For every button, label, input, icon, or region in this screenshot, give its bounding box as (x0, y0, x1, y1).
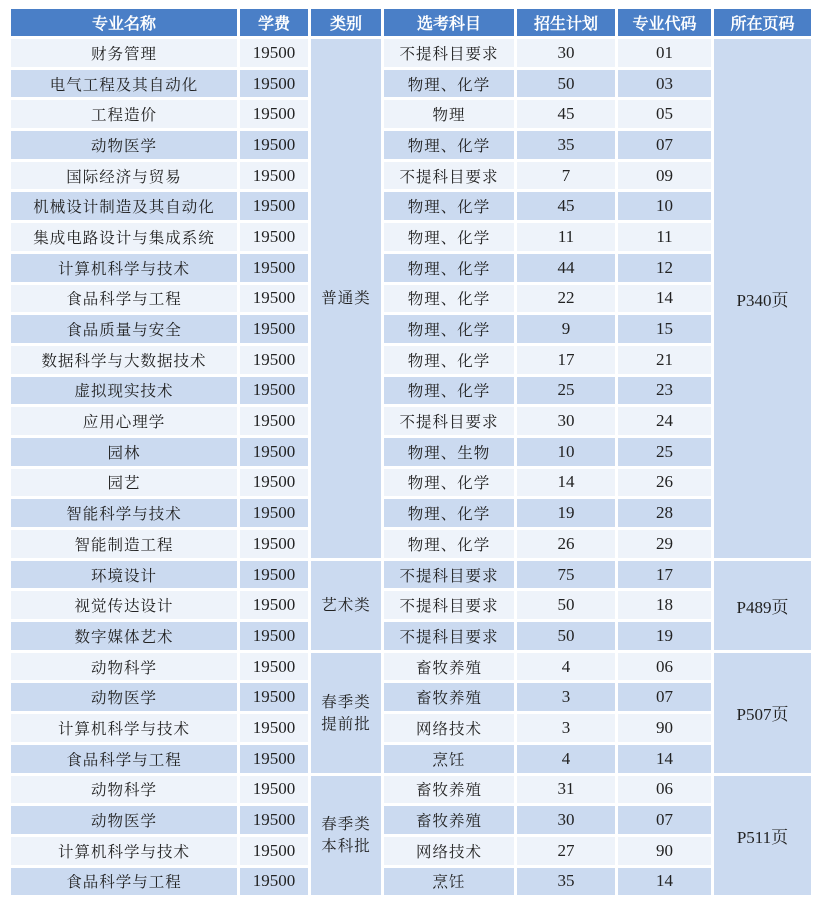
major-name-cell: 动物医学 (11, 683, 237, 711)
subjects-cell: 畜牧养殖 (384, 653, 514, 681)
table-row (11, 192, 811, 220)
header-subjects: 选考科目 (384, 9, 514, 36)
header-code: 专业代码 (618, 9, 711, 36)
tuition-cell: 19500 (240, 162, 308, 190)
table-row (11, 438, 811, 466)
code-cell: 11 (618, 223, 711, 251)
plan-cell: 25 (517, 377, 615, 405)
subjects-cell: 物理、化学 (384, 469, 514, 497)
category-cell (311, 39, 381, 558)
category-label: 春季类 (321, 692, 371, 711)
table-row (11, 39, 811, 67)
table-row (11, 806, 811, 834)
tuition-cell: 19500 (240, 868, 308, 896)
subjects-cell: 不提科目要求 (384, 162, 514, 190)
code-cell: 03 (618, 70, 711, 98)
table-row (11, 377, 811, 405)
tuition-cell: 19500 (240, 622, 308, 650)
subjects-cell: 物理、化学 (384, 315, 514, 343)
code-cell: 09 (618, 162, 711, 190)
plan-cell: 30 (517, 407, 615, 435)
plan-cell: 4 (517, 745, 615, 773)
plan-cell: 50 (517, 591, 615, 619)
table-row (11, 653, 811, 681)
plan-cell: 45 (517, 100, 615, 128)
code-cell: 05 (618, 100, 711, 128)
plan-cell: 19 (517, 499, 615, 527)
plan-cell: 44 (517, 254, 615, 282)
tuition-cell: 19500 (240, 131, 308, 159)
category-label: 提前批 (321, 714, 371, 733)
plan-cell: 17 (517, 346, 615, 374)
header-major-name: 专业名称 (11, 9, 237, 36)
plan-cell: 14 (517, 469, 615, 497)
subjects-cell: 不提科目要求 (384, 407, 514, 435)
table-row (11, 776, 811, 804)
tuition-cell: 19500 (240, 100, 308, 128)
table-row (11, 622, 811, 650)
major-name-cell: 园艺 (11, 469, 237, 497)
major-name-cell: 园林 (11, 438, 237, 466)
subjects-cell: 网络技术 (384, 837, 514, 865)
table-body (11, 39, 811, 895)
table-row (11, 714, 811, 742)
subjects-cell: 物理、化学 (384, 346, 514, 374)
header-tuition: 学费 (240, 9, 308, 36)
major-name-cell: 集成电路设计与集成系统 (11, 223, 237, 251)
subjects-cell: 物理、化学 (384, 192, 514, 220)
header-category: 类别 (311, 9, 381, 36)
tuition-cell: 19500 (240, 70, 308, 98)
code-cell: 10 (618, 192, 711, 220)
subjects-cell: 物理 (384, 100, 514, 128)
tuition-cell: 19500 (240, 499, 308, 527)
major-name-cell: 工程造价 (11, 100, 237, 128)
table-row (11, 254, 811, 282)
subjects-cell: 物理、化学 (384, 530, 514, 558)
major-name-cell: 食品质量与安全 (11, 315, 237, 343)
plan-cell: 11 (517, 223, 615, 251)
table-row (11, 70, 811, 98)
table-row (11, 745, 811, 773)
major-name-cell: 智能制造工程 (11, 530, 237, 558)
subjects-cell: 物理、化学 (384, 223, 514, 251)
plan-cell: 31 (517, 776, 615, 804)
table-row (11, 499, 811, 527)
tuition-cell: 19500 (240, 837, 308, 865)
code-cell: 07 (618, 131, 711, 159)
code-cell: 29 (618, 530, 711, 558)
code-cell: 15 (618, 315, 711, 343)
code-cell: 90 (618, 837, 711, 865)
subjects-cell: 畜牧养殖 (384, 806, 514, 834)
subjects-cell: 物理、化学 (384, 285, 514, 313)
subjects-cell: 畜牧养殖 (384, 683, 514, 711)
code-cell: 12 (618, 254, 711, 282)
code-cell: 90 (618, 714, 711, 742)
category-label: 春季类 (321, 815, 371, 834)
page-number-cell: P507页 (714, 653, 811, 773)
major-name-cell: 电气工程及其自动化 (11, 70, 237, 98)
category-label: 普通类 (321, 289, 371, 308)
table-row (11, 162, 811, 190)
table-row (11, 315, 811, 343)
tuition-cell: 19500 (240, 745, 308, 773)
header-plan: 招生计划 (517, 9, 615, 36)
subjects-cell: 烹饪 (384, 745, 514, 773)
tuition-cell: 19500 (240, 438, 308, 466)
major-name-cell: 财务管理 (11, 39, 237, 67)
tuition-cell: 19500 (240, 407, 308, 435)
code-cell: 07 (618, 683, 711, 711)
tuition-cell: 19500 (240, 192, 308, 220)
plan-cell: 22 (517, 285, 615, 313)
plan-cell: 3 (517, 714, 615, 742)
table-row (11, 561, 811, 589)
page-number-cell: P340页 (714, 39, 811, 558)
tuition-cell: 19500 (240, 346, 308, 374)
tuition-cell: 19500 (240, 776, 308, 804)
code-cell: 07 (618, 806, 711, 834)
code-cell: 06 (618, 776, 711, 804)
table-row (11, 223, 811, 251)
subjects-cell: 物理、化学 (384, 70, 514, 98)
code-cell: 25 (618, 438, 711, 466)
page-number-cell: P511页 (714, 776, 811, 896)
code-cell: 14 (618, 745, 711, 773)
table-row (11, 683, 811, 711)
table-row (11, 407, 811, 435)
plan-cell: 50 (517, 70, 615, 98)
tuition-cell: 19500 (240, 591, 308, 619)
major-name-cell: 食品科学与工程 (11, 868, 237, 896)
subjects-cell: 物理、化学 (384, 254, 514, 282)
tuition-cell: 19500 (240, 223, 308, 251)
plan-cell: 27 (517, 837, 615, 865)
plan-cell: 50 (517, 622, 615, 650)
subjects-cell: 物理、生物 (384, 438, 514, 466)
plan-cell: 4 (517, 653, 615, 681)
table-row (11, 346, 811, 374)
subjects-cell: 不提科目要求 (384, 591, 514, 619)
tuition-cell: 19500 (240, 285, 308, 313)
tuition-cell: 19500 (240, 254, 308, 282)
major-name-cell: 计算机科学与技术 (11, 714, 237, 742)
table-row (11, 837, 811, 865)
major-name-cell: 视觉传达设计 (11, 591, 237, 619)
plan-cell: 3 (517, 683, 615, 711)
tuition-cell: 19500 (240, 377, 308, 405)
code-cell: 28 (618, 499, 711, 527)
plan-cell: 10 (517, 438, 615, 466)
category-cell (311, 776, 381, 896)
category-cell (311, 561, 381, 650)
code-cell: 26 (618, 469, 711, 497)
plan-cell: 45 (517, 192, 615, 220)
code-cell: 18 (618, 591, 711, 619)
category-cell (311, 653, 381, 773)
plan-cell: 30 (517, 806, 615, 834)
major-name-cell: 动物医学 (11, 806, 237, 834)
tuition-cell: 19500 (240, 653, 308, 681)
category-label: 本科批 (321, 837, 371, 856)
code-cell: 14 (618, 868, 711, 896)
subjects-cell: 物理、化学 (384, 499, 514, 527)
major-name-cell: 数字媒体艺术 (11, 622, 237, 650)
major-name-cell: 虚拟现实技术 (11, 377, 237, 405)
code-cell: 23 (618, 377, 711, 405)
subjects-cell: 不提科目要求 (384, 39, 514, 67)
plan-cell: 35 (517, 131, 615, 159)
major-name-cell: 动物医学 (11, 131, 237, 159)
major-name-cell: 计算机科学与技术 (11, 254, 237, 282)
tuition-cell: 19500 (240, 683, 308, 711)
major-name-cell: 国际经济与贸易 (11, 162, 237, 190)
code-cell: 01 (618, 39, 711, 67)
plan-cell: 26 (517, 530, 615, 558)
major-name-cell: 动物科学 (11, 776, 237, 804)
code-cell: 06 (618, 653, 711, 681)
subjects-cell: 畜牧养殖 (384, 776, 514, 804)
major-name-cell: 应用心理学 (11, 407, 237, 435)
major-name-cell: 智能科学与技术 (11, 499, 237, 527)
plan-cell: 9 (517, 315, 615, 343)
table-row (11, 591, 811, 619)
subjects-cell: 不提科目要求 (384, 622, 514, 650)
table-row (11, 469, 811, 497)
page-number-cell: P489页 (714, 561, 811, 650)
major-name-cell: 环境设计 (11, 561, 237, 589)
plan-cell: 30 (517, 39, 615, 67)
table-row (11, 530, 811, 558)
table-row (11, 131, 811, 159)
tuition-cell: 19500 (240, 469, 308, 497)
tuition-cell: 19500 (240, 39, 308, 67)
category-label: 艺术类 (321, 596, 371, 615)
tuition-cell: 19500 (240, 530, 308, 558)
table-row (11, 100, 811, 128)
enrollment-table (8, 6, 814, 898)
major-name-cell: 机械设计制造及其自动化 (11, 192, 237, 220)
major-name-cell: 食品科学与工程 (11, 285, 237, 313)
code-cell: 19 (618, 622, 711, 650)
header-page: 所在页码 (714, 9, 811, 36)
header-row (11, 9, 811, 36)
tuition-cell: 19500 (240, 714, 308, 742)
tuition-cell: 19500 (240, 315, 308, 343)
subjects-cell: 物理、化学 (384, 377, 514, 405)
major-name-cell: 动物科学 (11, 653, 237, 681)
tuition-cell: 19500 (240, 561, 308, 589)
table-row (11, 285, 811, 313)
code-cell: 14 (618, 285, 711, 313)
major-name-cell: 数据科学与大数据技术 (11, 346, 237, 374)
major-name-cell: 计算机科学与技术 (11, 837, 237, 865)
plan-cell: 75 (517, 561, 615, 589)
code-cell: 21 (618, 346, 711, 374)
subjects-cell: 物理、化学 (384, 131, 514, 159)
plan-cell: 7 (517, 162, 615, 190)
subjects-cell: 不提科目要求 (384, 561, 514, 589)
subjects-cell: 网络技术 (384, 714, 514, 742)
subjects-cell: 烹饪 (384, 868, 514, 896)
code-cell: 17 (618, 561, 711, 589)
major-name-cell: 食品科学与工程 (11, 745, 237, 773)
code-cell: 24 (618, 407, 711, 435)
table-row (11, 868, 811, 896)
tuition-cell: 19500 (240, 806, 308, 834)
plan-cell: 35 (517, 868, 615, 896)
